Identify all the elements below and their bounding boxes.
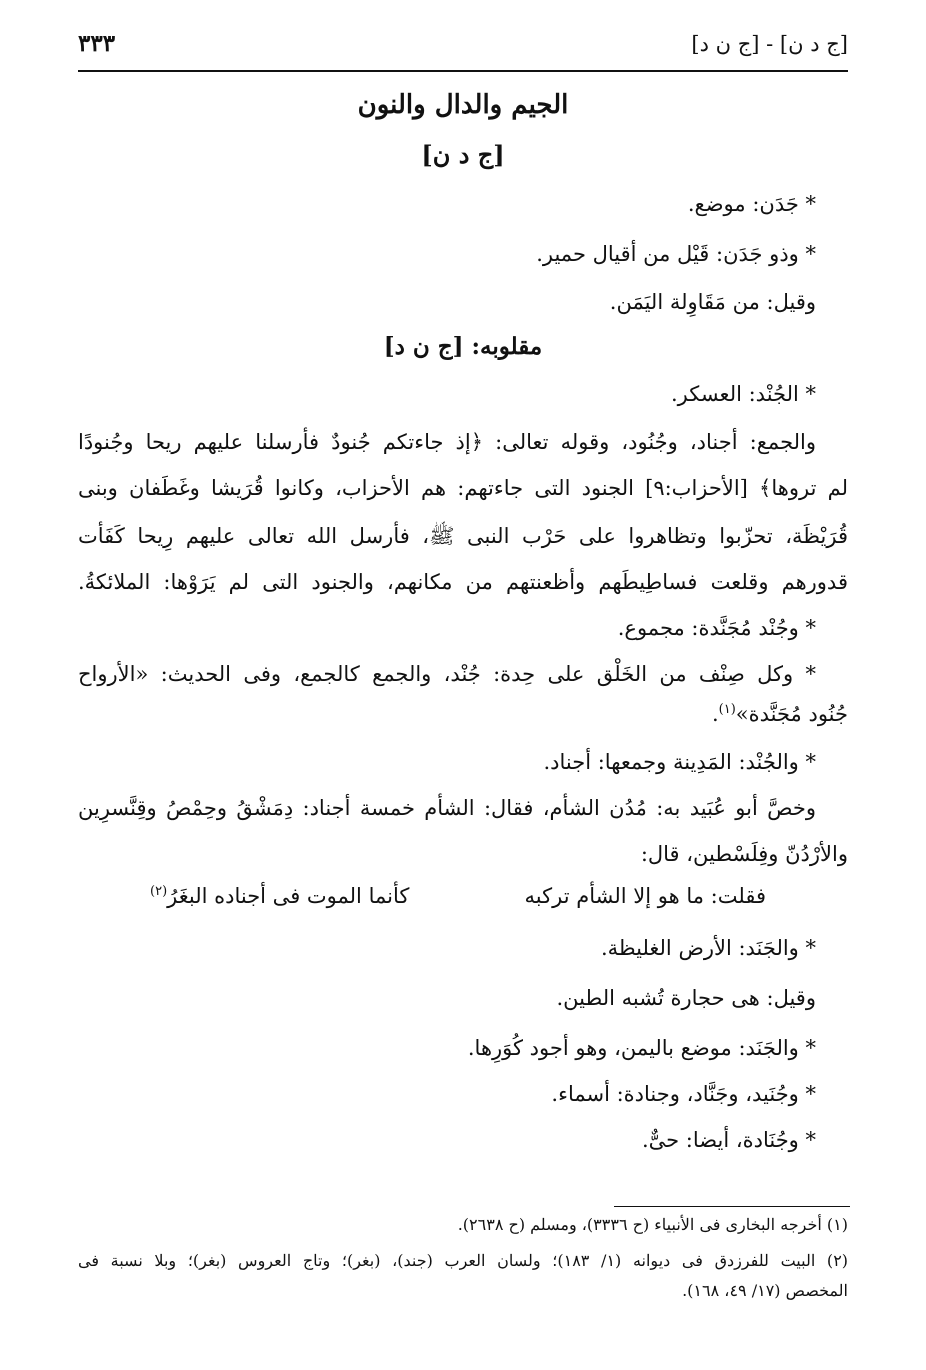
- inverted-root-heading: مقلوبه: [ج ن د]: [383, 333, 543, 360]
- entry-names: * وجُنَيد، وجَنَّاد، وجنادة: أسماء.: [551, 1082, 816, 1106]
- entry-qila-maqawila: وقيل: من مَقَاوِلة اليَمَن.: [609, 290, 816, 314]
- entry-dhu-jadan: * وذو جَدَن: قَيْل من أقيال حمير.: [536, 242, 816, 266]
- entry-qila-stones: وقيل: هى حجارة تُشبه الطين.: [556, 986, 816, 1010]
- entry-junada-tribe: * وجُنَادة، أيضا: حىٌّ.: [641, 1128, 816, 1152]
- paragraph-line: * وكل صِنْف من الخَلْق على حِدة: جُنْد، والجمع كالجمع، وفى الحديث: «الأرواح: [78, 662, 816, 686]
- footnote-2: (٢) البيت للفرزدق فى ديوانه (١/ ١٨٣)؛ ولسان العرب (جند)، (بغر)؛ وتاج العروس (بغر)؛ وبلا نسبة فى: [78, 1251, 849, 1270]
- entry-jund: * الجُنْد: العسكر.: [670, 382, 816, 406]
- hadith-line: جُنُود مُجَنَّدة»$^{(١)}$.: [711, 702, 848, 726]
- poetry-verse: [150, 884, 766, 916]
- entry-jahad-yemen: * والجَنَد: موضع باليمن، وهو أجود كُوَرِها.: [467, 1036, 816, 1060]
- paragraph-line: وخصَّ أبو عُبَيد به: مُدُن الشأم، فقال: الشأم خمسة أجناد: دِمَشْقُ وحِمْصُ وقِنَّسرِين: [78, 796, 816, 820]
- chapter-heading: الجيم والدال والنون: [357, 90, 569, 120]
- header-divider: [78, 70, 848, 72]
- entry-jadan: * جَدَن: موضع.: [687, 192, 816, 216]
- paragraph-line: والأرْدُنّ وفِلَسْطين، قال:: [640, 842, 848, 866]
- paragraph-line: قُرَيْظَة، تحزّبوا وتظاهروا على حَرْب النبى ﷺ، فأرسل الله تعالى عليهم رِيحا كَفَأت: [78, 524, 848, 548]
- paragraph-line: قدورهم وقلعت فساطِيطَهم وأظعنتهم من مكانهم، والجنود التى لم يَرَوْها: الملائكةُ.: [78, 570, 848, 594]
- paragraph-line: لم تروها﴾ [الأحزاب:٩] الجنود التى جاءتهم: هم الأحزاب، وكانوا قُرَيشا وغَطَفان وبنى: [78, 476, 848, 500]
- paragraph-line: والجمع: أجناد، وجُنُود، وقوله تعالى: ﴿إذ جاءتكم جُنودٌ فأرسلنا عليهم ريحا وجُنودًا: [78, 430, 816, 454]
- footnote-divider: [614, 1206, 850, 1207]
- hadith-text: جُنُود مُجَنَّدة»: [735, 702, 848, 726]
- footnote-1: (١) أخرجه البخارى فى الأنبياء (ح ٣٣٣٦)، ومسلم (ح ٢٦٣٨).: [457, 1215, 848, 1234]
- verse-first-hemistich: فقلت: ما هو إلا الشأم تركبه: [524, 884, 766, 908]
- footnote-marker: (٢): [150, 884, 168, 899]
- root-heading: [ج د ن]: [421, 140, 505, 169]
- verse-second-hemistich: [150, 884, 409, 908]
- footnote-2-continued: المخصص (١٧/ ٤٩، ١٦٨).: [682, 1281, 848, 1300]
- entry-jund-mujannada: * وجُنْد مُجَنَّدة: مجموع.: [617, 616, 816, 640]
- entry-jund-madina: * والجُنْد: المَدِينة وجمعها: أجناد.: [543, 750, 816, 774]
- entry-jahad-ground: * والجَنَد: الأرض الغليظة.: [600, 936, 816, 960]
- running-title: [ج د ن] - [ج ن د]: [691, 32, 848, 56]
- page-number: ٣٣٣: [78, 30, 116, 57]
- verse-second-text: كأنما الموت فى أجناده البغَرُ: [167, 884, 410, 908]
- footnote-marker: (١): [718, 702, 736, 717]
- running-header: [78, 30, 848, 66]
